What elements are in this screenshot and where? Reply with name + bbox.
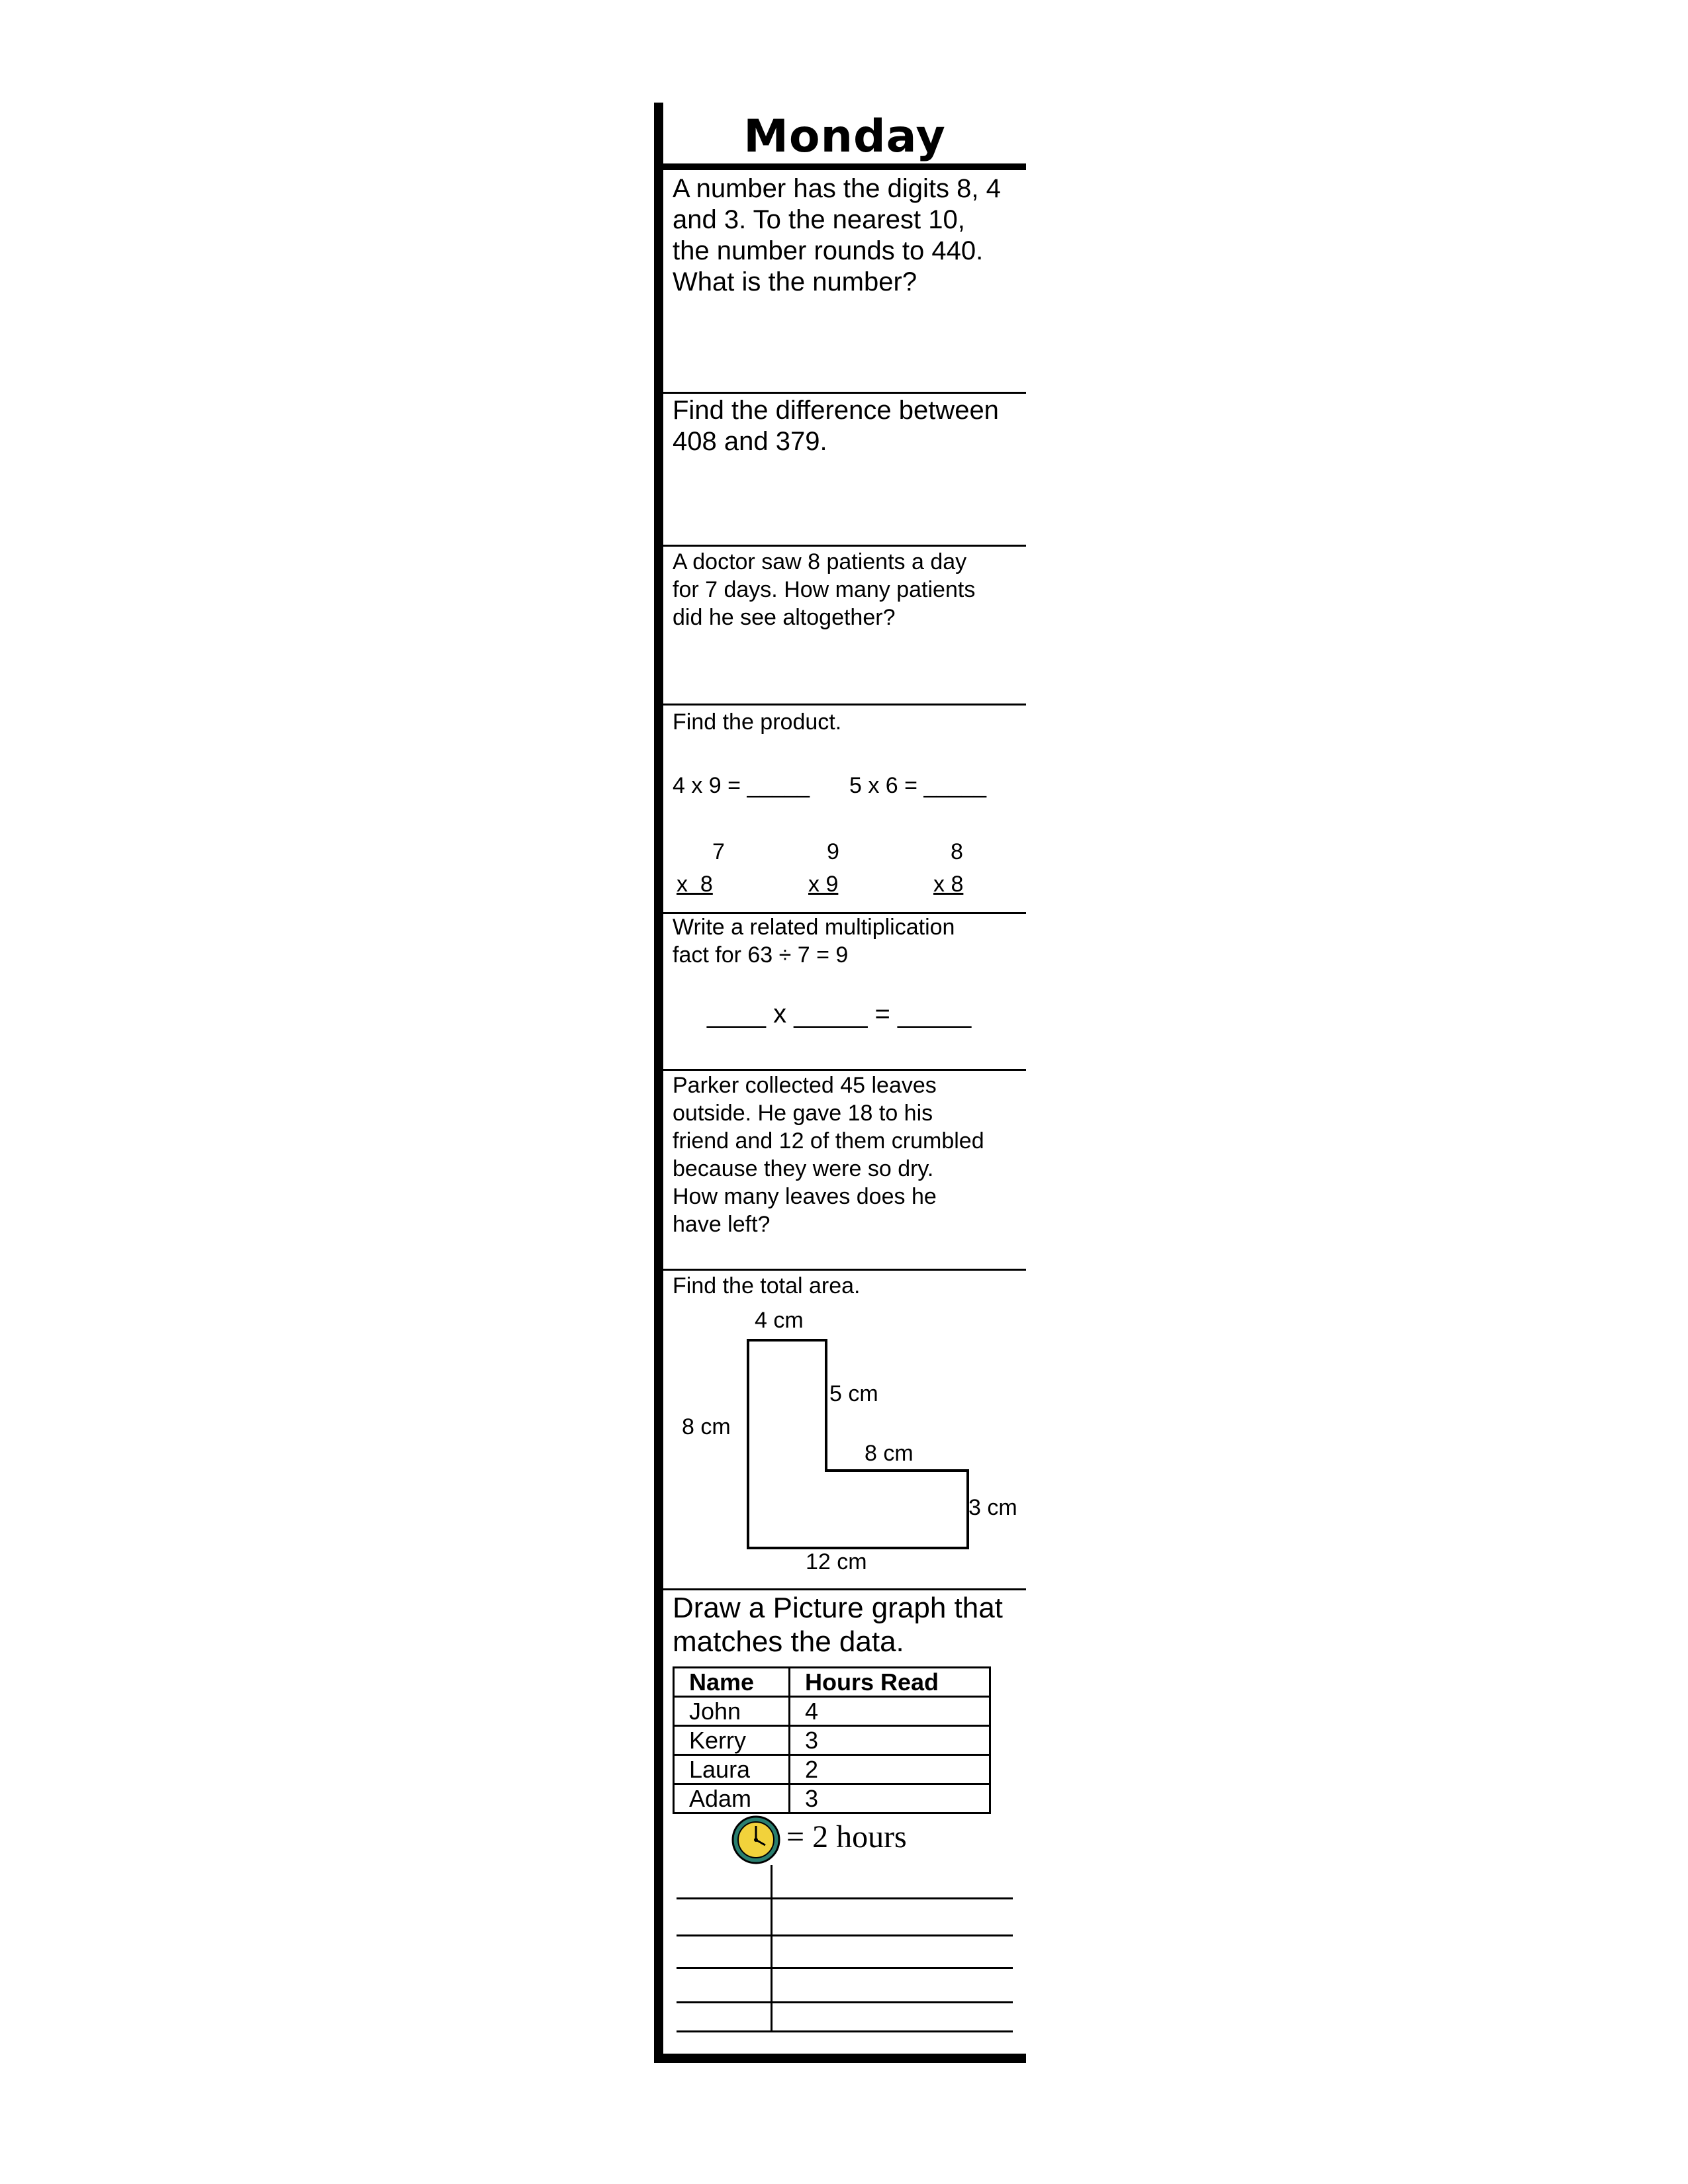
table-cell-name: John xyxy=(674,1697,790,1726)
question-6-text: Parker collected 45 leaves outside. He gave 18 to his friend and 12 of them crumbled because they were so dry. How many leaves does he have left? xyxy=(673,1073,984,1237)
question-3-text: A doctor saw 8 patients a day for 7 days. How many patients did he see altogether? xyxy=(673,549,976,630)
table-cell-hours: 3 xyxy=(790,1784,990,1813)
question-8-text: Draw a Picture graph that matches the data. xyxy=(673,1592,1003,1658)
graph-line xyxy=(677,2001,1013,2003)
equation-2: 5 x 6 = _____ xyxy=(849,773,987,798)
vertical-problem-1-top: 7 xyxy=(712,839,725,864)
vertical-problem-3-bottom: x 8 xyxy=(933,872,964,897)
vertical-problem-2-top: 9 xyxy=(827,839,839,864)
question-divider xyxy=(663,1588,1026,1590)
table-row xyxy=(674,1726,990,1755)
hours-read-table xyxy=(673,1666,991,1814)
clock-icon xyxy=(731,1815,781,1865)
label-left: 8 cm xyxy=(682,1414,731,1439)
graph-divider xyxy=(771,1865,773,2030)
graph-line xyxy=(677,1967,1013,1969)
question-4-instruction: Find the product. xyxy=(673,709,842,735)
question-divider xyxy=(663,392,1026,394)
bottom-border xyxy=(654,2054,1026,2063)
question-7-instruction: Find the total area. xyxy=(673,1273,861,1298)
title-divider xyxy=(663,163,1026,170)
table-row xyxy=(674,1755,990,1784)
graph-line xyxy=(677,1897,1013,1899)
l-shape-figure xyxy=(663,1297,1026,1588)
label-inner-horizontal: 8 cm xyxy=(865,1441,914,1466)
l-shape-outline xyxy=(748,1340,968,1548)
equation-1: 4 x 9 = _____ xyxy=(673,773,810,798)
question-divider xyxy=(663,1269,1026,1271)
graph-line xyxy=(677,1934,1013,1936)
key-text: = 2 hours xyxy=(786,1819,907,1854)
label-inner-vertical: 5 cm xyxy=(829,1381,878,1406)
vertical-problem-3-top: 8 xyxy=(951,839,963,864)
table-row xyxy=(674,1784,990,1813)
table-header-row xyxy=(674,1668,990,1697)
multiplication-fact-blank: ____ x _____ = _____ xyxy=(707,999,972,1028)
vertical-problem-1-bottom: x 8 xyxy=(677,872,713,897)
table-header-name: Name xyxy=(674,1668,790,1697)
question-2-text: Find the difference between 408 and 379. xyxy=(673,396,999,456)
table-cell-name: Kerry xyxy=(674,1726,790,1755)
table-cell-name: Laura xyxy=(674,1755,790,1784)
table-cell-hours: 4 xyxy=(790,1697,990,1726)
table-header-hours: Hours Read xyxy=(790,1668,990,1697)
label-right: 3 cm xyxy=(968,1495,1017,1520)
table-cell-name: Adam xyxy=(674,1784,790,1813)
table-cell-hours: 3 xyxy=(790,1726,990,1755)
question-divider xyxy=(663,704,1026,705)
graph-line xyxy=(677,2030,1013,2032)
question-1-text: A number has the digits 8, 4 and 3. To the nearest 10, the number rounds to 440. What is the number? xyxy=(673,174,1001,296)
table-row xyxy=(674,1697,990,1726)
page-title: Monday xyxy=(743,111,946,163)
left-border xyxy=(654,103,663,2060)
question-divider xyxy=(663,545,1026,547)
question-5-text: Write a related multiplication fact for 63 ÷ 7 = 9 xyxy=(673,915,955,968)
table-cell-hours: 2 xyxy=(790,1755,990,1784)
label-top: 4 cm xyxy=(755,1308,804,1333)
vertical-problem-2-bottom: x 9 xyxy=(808,872,839,897)
label-bottom: 12 cm xyxy=(806,1549,867,1574)
question-divider xyxy=(663,1069,1026,1071)
